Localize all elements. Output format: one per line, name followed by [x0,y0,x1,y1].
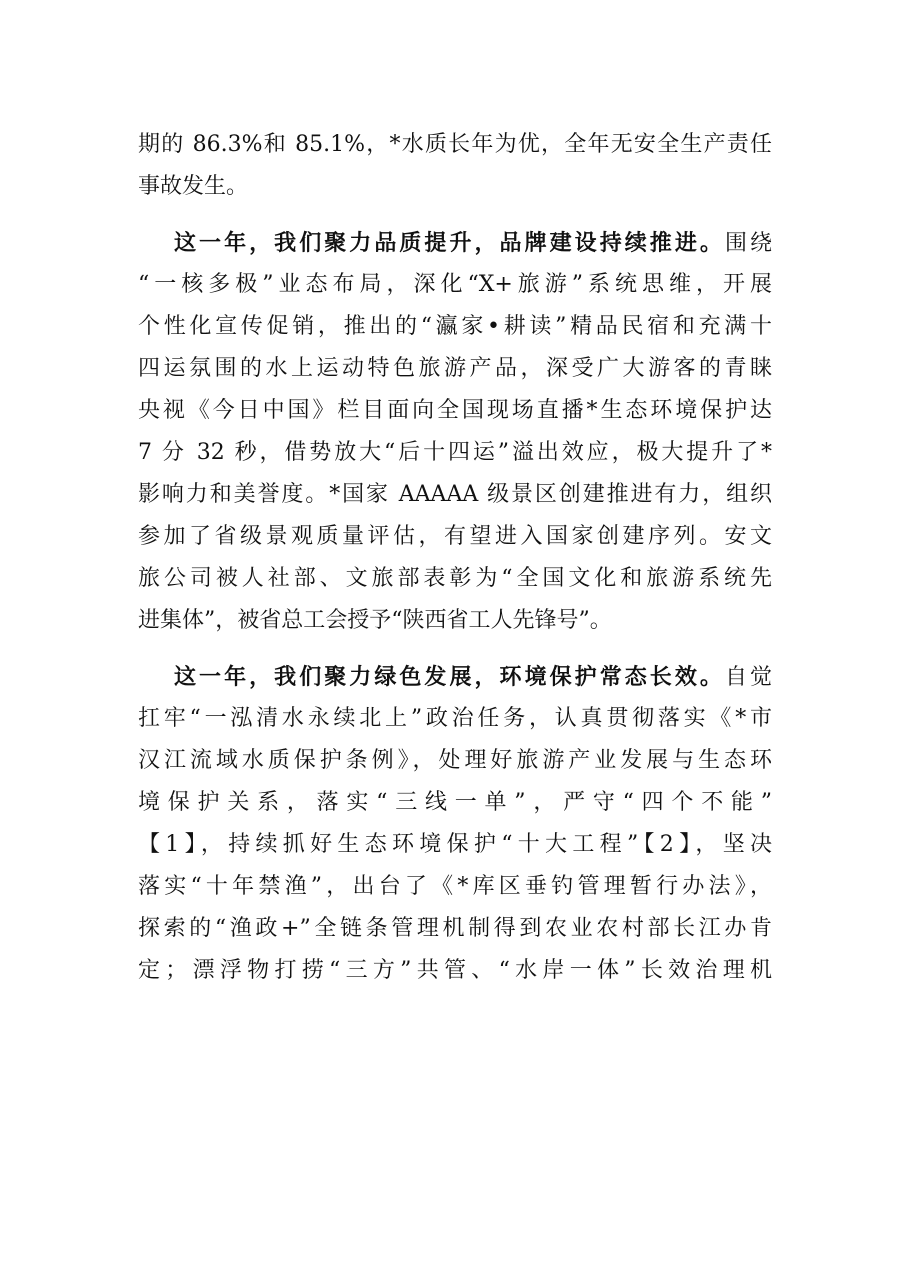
paragraph-3-heading: 这一年，我们聚力绿色发展，环境保护常态长效。 [174,664,725,690]
paragraph-2-line-1-text: 围绕 [724,231,772,256]
paragraph-3-line-1 [138,656,772,698]
paragraph-2-line-5: 央视《今日中国》栏目面向全国现场直播*生态环境保护达 [138,398,772,423]
paragraph-2-heading: 这一年，我们聚力品质提升，品牌建设持续推进。 [174,230,725,256]
paragraph-3-line-2: 扛牢“一泓清水永续北上”政治任务，认真贯彻落实《*市 [138,706,772,731]
paragraph-3-line-3: 汉江流域水质保护条例》，处理好旅游产业发展与生态环 [138,748,772,773]
paragraph-3-line-6: 落实“十年禁渔”，出台了《*库区垂钓管理暂行办法》， [138,874,772,899]
paragraph-3-line-4: 境保护关系，落实“三线一单”，严守“四个不能” [138,790,772,815]
paragraph-3-line-5: 【1】，持续抓好生态环境保护“十大工程”【2】，坚决 [138,832,772,857]
paragraph-2-line-9: 旅公司被人社部、文旅部表彰为“全国文化和旅游系统先 [138,566,772,591]
paragraph-2-line-2: “一核多极”业态布局，深化“X+旅游”系统思维，开展 [138,272,772,297]
document-body [138,124,772,992]
paragraph-gap [138,208,772,222]
paragraph-1-line-1: 期的 86.3%和 85.1%，*水质长年为优，全年无安全生产责任 [138,132,772,157]
paragraph-3-line-7: 探索的“渔政+”全链条管理机制得到农业农村部长江办肯 [138,916,772,941]
paragraph-2-line-4: 四运氛围的水上运动特色旅游产品，深受广大游客的青睐 [138,356,772,381]
paragraph-2-line-8: 参加了省级景观质量评估，有望进入国家创建序列。安文 [138,524,772,549]
paragraph-1-line-2: 事故发生。 [138,174,249,199]
paragraph-2-line-7: 影响力和美誉度。*国家 AAAAA 级景区创建推进有力，组织 [138,482,772,507]
paragraph-3-line-1-text: 自觉 [724,665,772,690]
paragraph-2-line-3: 个性化宣传促销，推出的“瀛家•耕读”精品民宿和充满十 [138,314,772,339]
paragraph-3-line-8: 定；漂浮物打捞“三方”共管、“水岸一体”长效治理机 [138,958,772,983]
paragraph-gap [138,642,772,656]
paragraph-2-line-6: 7 分 32 秒，借势放大“后十四运”溢出效应，极大提升了* [138,440,772,465]
paragraph-2-line-1 [138,222,772,264]
paragraph-2-line-10: 进集体”，被省总工会授予“陕西省工人先锋号”。 [138,608,612,633]
